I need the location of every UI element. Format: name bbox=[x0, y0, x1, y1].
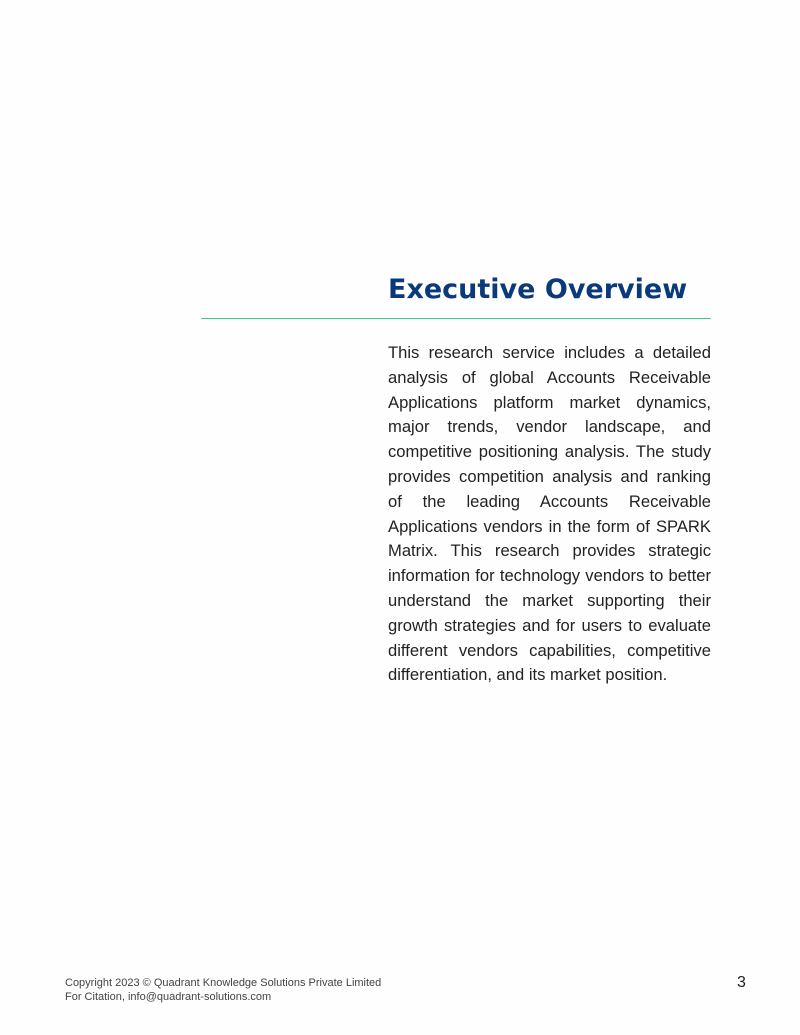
page-number: 3 bbox=[737, 974, 746, 991]
section-title: Executive Overview bbox=[388, 274, 688, 305]
section-body: This research service includes a detailed analysis of global Accounts Receivable Applications platform market dynamics, major trends, vendor landscape, and competitive positioning analysis. The study provides competition analysis and ranking of the leading Accounts Receivable Applications vendors in the form of SPARK Matrix. This research provides strategic information for technology vendors to better understand the market supporting their growth strategies and for users to evaluate different vendors capabilities, competitive differentiation, and its market position. bbox=[388, 343, 711, 685]
page-footer bbox=[65, 976, 381, 1004]
section-divider bbox=[201, 318, 711, 319]
copyright-text: Copyright 2023 © Quadrant Knowledge Solutions Private Limited bbox=[65, 977, 382, 989]
citation-text: For Citation, info@quadrant-solutions.com bbox=[65, 991, 272, 1003]
